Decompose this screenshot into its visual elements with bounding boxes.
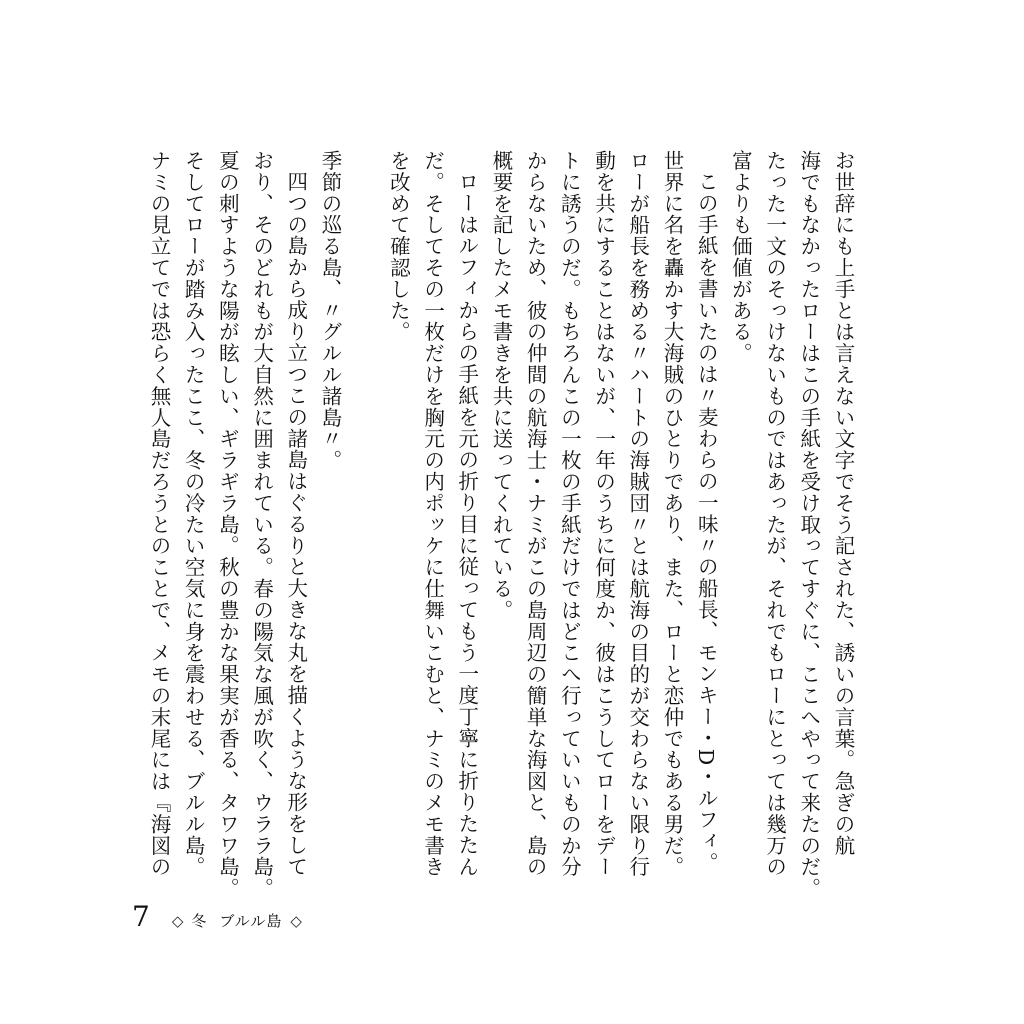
text-line: そしてローが踏み入ったここ、冬の冷たい空気に身を震わせる、ブルル島。	[181, 150, 206, 878]
text-line: だ。そしてその一枚だけを胸元の内ポッケに仕舞いこむと、ナミのメモ書き	[420, 150, 445, 878]
season-label: 冬	[191, 912, 208, 930]
text-line: おり、そのどれもが大自然に囲まれている。春の陽気な風が吹く、ウララ島。	[249, 150, 274, 899]
text-line: からないため、彼の仲間の航海士・ナミがこの島周辺の簡単な海図と、島の	[523, 150, 548, 878]
page-footer	[132, 900, 310, 936]
text-line: 海でもなかったローはこの手紙を受け取ってすぐに、ここへやって来たのだ。	[796, 150, 821, 899]
text-line: 富よりも価値がある。	[728, 150, 753, 364]
text-line: 四つの島から成り立つこの諸島はぐるりと大きな丸を描くような形をして	[283, 170, 308, 877]
text-line: トに誘うのだ。もちろんこの一枚の手紙だけではどこへ行っていいものか分	[557, 150, 582, 878]
blank-line	[347, 150, 381, 870]
text-line: この手紙を書いたのは〃麦わらの一味〃の船長、モンキー・D・ルフィ。	[694, 170, 719, 873]
diamond-icon: ◇	[171, 912, 184, 930]
section-heading: 季節の巡る島、〃グルル諸島〃。	[317, 150, 342, 471]
text-line: たった一文のそっけないものではあったが、それでもローにとっては幾万の	[762, 150, 787, 878]
text-line: 概要を記したメモ書きを共に送ってくれている。	[488, 150, 513, 621]
running-header	[191, 910, 282, 931]
text-line: ローはルフィからの手紙を元の折り目に従ってもう一度丁寧に折りたたん	[454, 170, 479, 877]
chapter-title: ブルル島	[219, 912, 283, 930]
text-line: 夏の刺すような陽が眩しい、ギラギラ島。秋の豊かな果実が香る、タワワ島。	[215, 150, 240, 899]
text-line: ナミの見立てでは恐らく無人島だろうとのことで、メモの末尾には『海図の	[146, 150, 171, 878]
page-number: 7	[132, 900, 150, 933]
body-text	[142, 150, 860, 899]
text-line: ローが船長を務める〃ハートの海賊団〃とは航海の目的が交わらない限り行	[625, 150, 650, 878]
text-line: 世界に名を轟かす大海賊のひとりであり、また、ローと恋仲でもある男だ。	[659, 150, 684, 878]
diamond-icon: ◇	[290, 912, 302, 930]
text-line: を改めて確認した。	[386, 150, 411, 343]
text-line: お世辞にも上手とは言えない文字でそう記された、誘いの言葉。急ぎの航	[831, 150, 855, 857]
text-line: 動を共にすることはないが、一年のうちに何度か、彼はこうしてローをデー	[591, 150, 616, 878]
